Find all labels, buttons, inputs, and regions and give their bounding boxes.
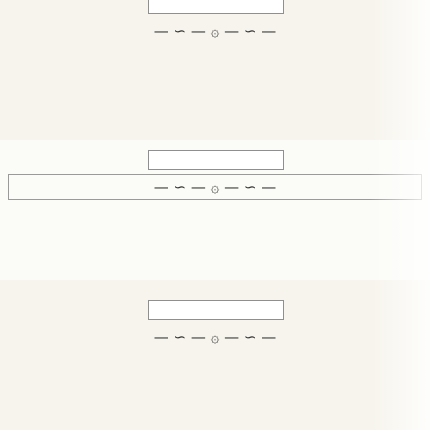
section-3-line-3 [28, 404, 402, 426]
section-3-line-2 [28, 378, 402, 400]
section-2-divider [0, 170, 430, 204]
section-3-line-1 [28, 352, 402, 374]
section-1-line-1 [28, 44, 402, 66]
section-1-title-box [148, 0, 284, 14]
section-2-line-2 [28, 226, 402, 248]
section-2-line-1 [28, 200, 402, 222]
section-2-title-box [148, 150, 284, 170]
section-1-divider [0, 14, 430, 48]
divider-ornament-icon: — ∽ — ۞ — ∽ — [153, 21, 277, 40]
section-3-divider [0, 320, 430, 354]
divider-ornament-icon: — ∽ — ۞ — ∽ — [153, 327, 277, 346]
section-3-title-box [148, 300, 284, 320]
divider-ornament-icon: — ∽ — ۞ — ∽ — [153, 177, 277, 196]
page-edge-fade [370, 0, 430, 430]
section-1-line-3 [28, 96, 402, 118]
section-1-line-2 [28, 70, 402, 92]
section-2-line-3 [28, 252, 402, 274]
